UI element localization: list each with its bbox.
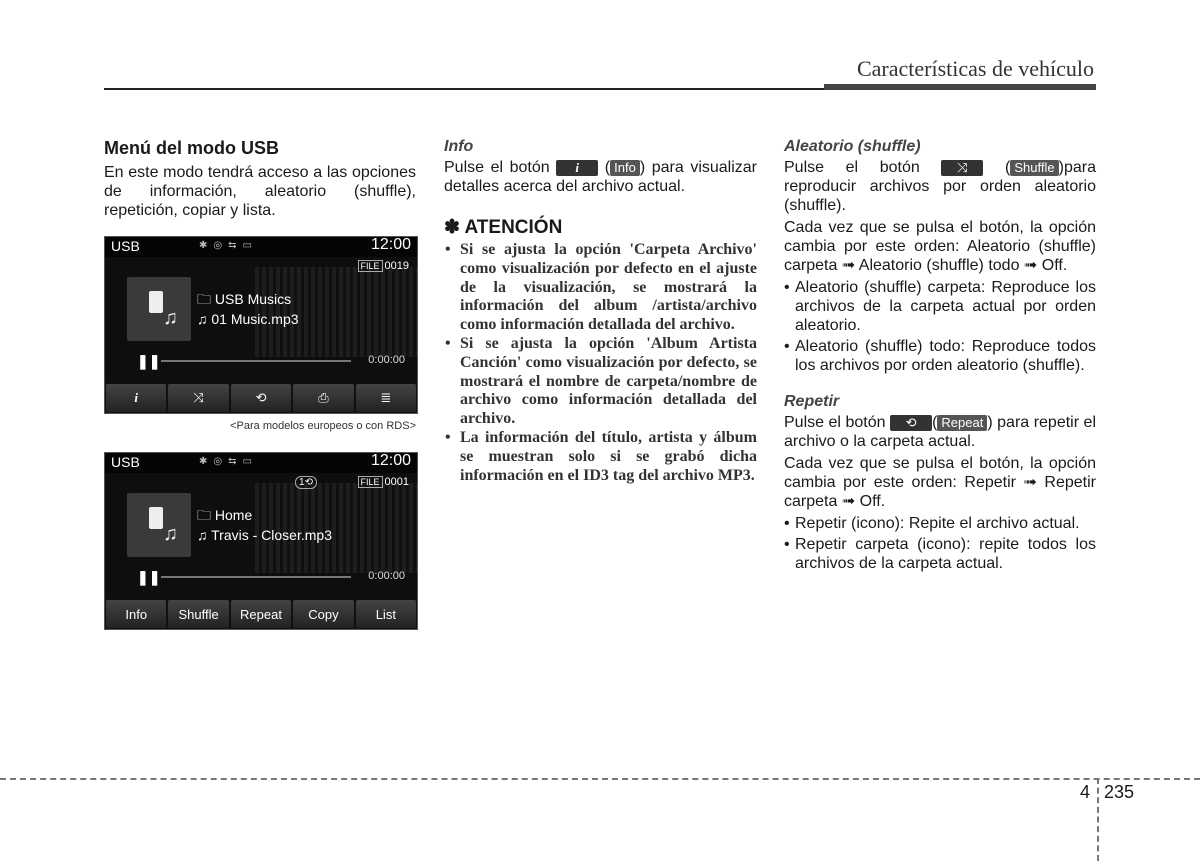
screen-button-bar [105,599,417,629]
repeat-order: Cada vez que se pulsa el botón, la opción cambia por este orden: Repetir ➟ Repetir carpeta ➟ Off. [784,455,1096,510]
header-rule [104,88,824,90]
info-paragraph: Pulse el botón i ( Info ) para visualizar detalles acerca del archivo actual. [444,159,758,195]
repeat-text-post: para repetir el archivo o la carpeta actual. [784,414,1097,450]
folder-name: Home [214,507,253,523]
progress-bar[interactable] [161,576,351,578]
shuffle-order: Cada vez que se pulsa el botón, la opción cambia por este orden: Aleatorio (shuffle) carpeta ➟ Aleatorio (shuffle) todo ➟ Off. [784,219,1096,274]
usb-stick-icon [149,507,163,529]
footer-divider [1097,778,1099,861]
file-number: 0019 [384,260,409,272]
shuffle-paragraph: Pulse el botón ⤨ ( Shuffle )para reproducir archivos por orden aleatorio (shuffle). [784,159,1096,214]
shuffle-item: • Aleatorio (shuffle) todo: Reproduce todos los archivos por orden aleatorio (shuffle). [795,337,1096,375]
screen-mode-label: USB [111,454,140,470]
list-icon-button[interactable]: ≣ [356,384,416,412]
album-art [127,493,191,557]
repeat-heading: Repetir [784,393,840,410]
attention-item: • Si se ajusta la opción 'Album Artista Canción' como visualización por defecto, se mostrará el nombre de carpeta/nombre de archivo como información detallada del archivo. [460,335,757,429]
footer-rule [0,778,1200,780]
info-key-label: Info [610,160,640,176]
file-badge [358,476,410,488]
repeat-icon-button[interactable]: ⟲ [231,384,291,412]
file-tag: FILE [358,476,383,488]
repeat-key-icon: ⟲ [890,415,932,431]
repeat-paragraph: Pulse el botón ⟲ ( Repeat ) para repetir el archivo o la carpeta actual. [784,414,1097,450]
info-text-pre: Pulse el botón [444,159,550,176]
track-name: 01 Music.mp3 [211,311,299,327]
play-time: 0:00:00 [368,570,405,582]
shuffle-list [784,278,1096,375]
status-icons: ✱◎⇆▭ [199,240,258,251]
shuffle-icon-button[interactable]: ⤨ [168,384,228,412]
attention-item: • La información del título, artista y álbum se muestran solo si se grabó dicha información en el ID3 tag del archivo MP3. [460,429,757,485]
repeat-button[interactable]: Repeat [231,600,291,628]
status-icons: ✱◎⇆▭ [199,456,258,467]
track-note-icon: ♫ [197,527,208,543]
folder-name: USB Musics [214,291,292,307]
shuffle-key-label: Shuffle [1010,160,1058,176]
track-line [197,311,299,327]
repeat-text-pre: Pulse el botón [784,414,886,431]
info-key-icon: i [556,160,598,176]
screen-clock: 12:00 [370,236,411,253]
screen-caption: <Para modelos europeos o con RDS> [230,420,416,432]
header-rule-accent [824,84,1096,90]
page-header-title: Características de vehículo [856,56,1094,81]
attention-item: • Si se ajusta la opción 'Carpeta Archivo' como visualización por defecto en el ajuste de la visualización, se mostrará la información del album /artista/archivo como información detallada del archivo. [460,241,757,335]
folder-line [197,289,291,313]
folder-icon: 🗀 [197,291,211,307]
info-button[interactable]: Info [106,600,166,628]
repeat-item: • Repetir carpeta (icono): repite todos los archivos de la carpeta actual. [795,535,1096,573]
attention-title: ✽ ATENCIÓN [444,217,563,238]
track-line [197,527,332,543]
file-badge [358,260,410,272]
copy-button[interactable]: Copy [293,600,353,628]
shuffle-text-pre: Pulse el botón [784,159,920,176]
folder-icon: 🗀 [197,507,211,523]
attention-list [444,241,757,485]
repeat-item: • Repetir (icono): Repite el archivo actual. [795,514,1096,533]
shuffle-button[interactable]: Shuffle [168,600,228,628]
shuffle-text-post: para reproducir archivos por orden aleatorio (shuffle). [784,159,1096,214]
file-number: 0001 [384,476,409,488]
screen-clock: 12:00 [370,452,411,469]
usb-menu-intro: En este modo tendrá acceso a las opciones de información, aleatorio (shuffle), repetición, copiar y lista. [104,164,416,219]
screen-mode-label: USB [111,238,140,254]
usb-screen-icons [104,236,418,414]
column-info [444,138,757,485]
pause-icon[interactable]: ❚❚ [137,569,161,585]
chapter-number: 4 [1080,782,1091,802]
shuffle-item: • Aleatorio (shuffle) carpeta: Reproduce los archivos de la carpeta actual por orden aleatorio. [795,278,1096,335]
pause-icon[interactable]: ❚❚ [137,353,161,369]
repeat-key-label: Repeat [937,415,987,431]
column-shuffle-repeat [784,138,1096,576]
music-note-icon: ♫ [163,523,178,545]
page-number: 235 [1104,782,1135,802]
copy-icon-button[interactable]: ⎙ [293,384,353,412]
screen-button-bar [105,383,417,413]
info-text-post: para visualizar detalles acerca del archivo actual. [444,159,758,195]
list-button[interactable]: List [356,600,416,628]
shuffle-key-icon: ⤨ [941,160,983,176]
folder-line [197,505,252,529]
screen-status-bar [105,453,417,473]
section-title-usb-menu: Menú del modo USB [104,138,279,158]
info-icon-button[interactable]: i [106,384,166,412]
repeat-indicator-icon: 1⟲ [295,476,317,489]
usb-screen-text [104,452,418,630]
track-note-icon: ♫ [197,311,208,327]
repeat-list [784,514,1096,573]
usb-stick-icon [149,291,163,313]
music-note-icon: ♫ [163,307,178,329]
track-name: Travis - Closer.mp3 [211,527,332,543]
play-time: 0:00:00 [368,354,405,366]
shuffle-heading: Aleatorio (shuffle) [784,138,921,155]
info-heading: Info [444,138,474,155]
screen-status-bar [105,237,417,257]
progress-bar[interactable] [161,360,351,362]
column-usb-menu [104,138,416,220]
album-art [127,277,191,341]
file-tag: FILE [358,260,383,272]
